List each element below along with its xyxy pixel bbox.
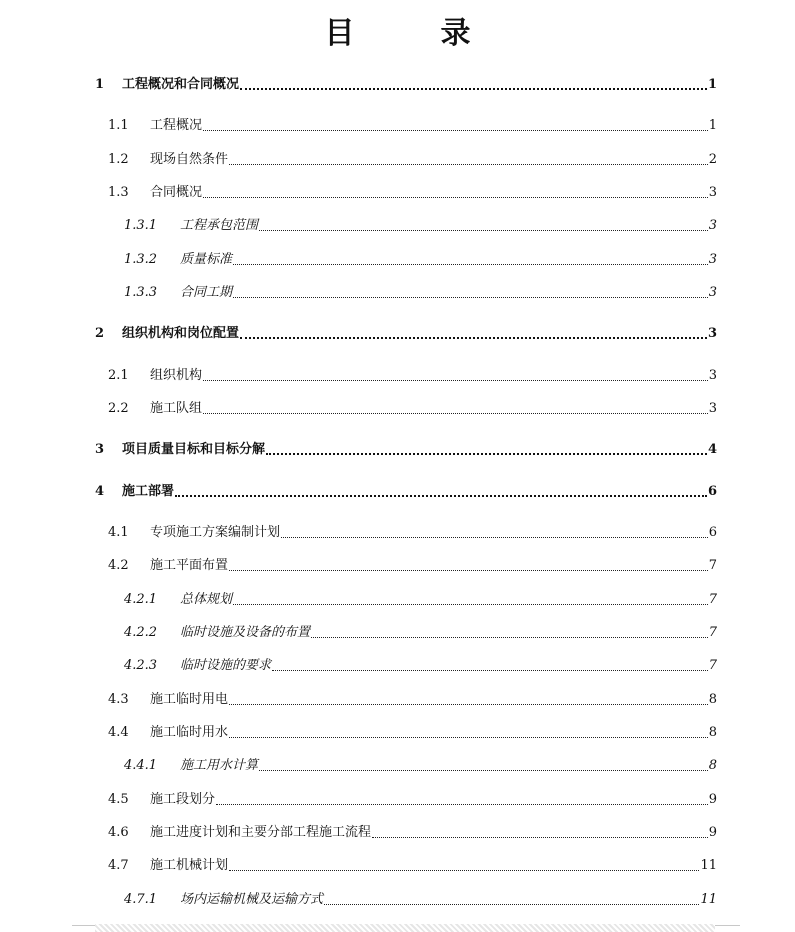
toc-entry-title: 临时设施的要求 — [180, 658, 272, 673]
toc-entry-page-number: 9 — [708, 825, 717, 840]
toc-entry[interactable] — [124, 623, 717, 643]
toc-entry-page-number: 7 — [708, 658, 717, 673]
toc-entry[interactable] — [124, 216, 717, 236]
toc-entry[interactable] — [124, 250, 717, 270]
toc-entry-number: 4.7 — [108, 858, 129, 873]
toc-entry-page-number: 9 — [708, 792, 717, 807]
toc-entry-title: 总体规划 — [180, 592, 233, 607]
toc-entry-page-number: 3 — [708, 368, 717, 383]
toc-entry[interactable] — [108, 523, 717, 543]
toc-dot-leader — [324, 903, 699, 905]
toc-dot-leader — [311, 636, 708, 638]
toc-entry[interactable] — [108, 556, 717, 576]
toc-entry[interactable] — [108, 790, 717, 810]
toc-entry-page-number: 7 — [708, 592, 717, 607]
toc-entry[interactable] — [95, 75, 717, 95]
toc-entry-number: 4.6 — [108, 825, 129, 840]
toc-dot-leader — [372, 836, 708, 838]
toc-entry-title: 组织机构和岗位配置 — [122, 326, 240, 341]
toc-entry-number: 4.3 — [108, 692, 129, 707]
toc-entry-page-number: 6 — [708, 525, 717, 540]
toc-dot-leader — [259, 229, 708, 231]
toc-entry-page-number: 7 — [708, 625, 717, 640]
toc-dot-leader — [229, 869, 699, 871]
toc-entry-title: 合同概况 — [150, 185, 203, 200]
toc-entry-title: 施工用水计算 — [180, 758, 259, 773]
toc-entry-title: 施工机械计划 — [150, 858, 229, 873]
toc-entry-page-number: 1 — [708, 118, 717, 133]
toc-entry-page-number: 1 — [707, 77, 717, 92]
toc-entry-title: 施工队组 — [150, 401, 203, 416]
toc-entry[interactable] — [124, 890, 717, 910]
toc-entry-title: 施工平面布置 — [150, 558, 229, 573]
toc-dot-leader — [266, 452, 707, 455]
toc-dot-leader — [216, 803, 708, 805]
toc-entry-title: 工程承包范围 — [180, 218, 259, 233]
toc-entry-title: 施工段划分 — [150, 792, 216, 807]
toc-entry-number: 4.2.1 — [124, 592, 158, 607]
toc-entry-number: 4.2.3 — [124, 658, 158, 673]
toc-entry[interactable] — [108, 823, 717, 843]
toc-entry-number: 1.3.2 — [124, 252, 158, 267]
toc-entry-page-number: 7 — [708, 558, 717, 573]
toc-entry-page-number: 3 — [708, 185, 717, 200]
toc-dot-leader — [233, 603, 708, 605]
toc-dot-leader — [229, 569, 708, 571]
toc-entry-page-number: 4 — [707, 442, 717, 457]
toc-entry-title: 临时设施及设备的布置 — [180, 625, 311, 640]
toc-entry-title: 施工进度计划和主要分部工程施工流程 — [150, 825, 372, 840]
toc-entry-number: 1.2 — [108, 152, 129, 167]
toc-entry-title: 现场自然条件 — [150, 152, 229, 167]
toc-entry-number: 1.3.1 — [124, 218, 158, 233]
toc-entry-title: 专项施工方案编制计划 — [150, 525, 281, 540]
toc-entry-number: 1.3.3 — [124, 285, 158, 300]
toc-dot-leader — [229, 736, 708, 738]
toc-dot-leader — [229, 163, 708, 165]
toc-entry-title: 施工临时用电 — [150, 692, 229, 707]
toc-entry-number: 4.4 — [108, 725, 129, 740]
toc-dot-leader — [259, 769, 708, 771]
toc-entry[interactable] — [108, 366, 717, 386]
toc-entry-title: 质量标准 — [180, 252, 233, 267]
toc-dot-leader — [229, 703, 708, 705]
toc-dot-leader — [203, 129, 708, 131]
toc-dot-leader — [233, 296, 708, 298]
toc-entry-title: 场内运输机械及运输方式 — [180, 892, 324, 907]
toc-dot-leader — [203, 412, 708, 414]
toc-entry[interactable] — [108, 116, 717, 136]
toc-entry-page-number: 6 — [707, 484, 717, 499]
toc-entry-title: 施工临时用水 — [150, 725, 229, 740]
toc-entry-page-number: 3 — [708, 285, 717, 300]
toc-entry-title: 项目质量目标和目标分解 — [122, 442, 266, 457]
toc-dot-leader — [240, 336, 707, 339]
toc-entry-title: 合同工期 — [180, 285, 233, 300]
toc-entry[interactable] — [108, 150, 717, 170]
toc-dot-leader — [233, 263, 708, 265]
toc-entry-title: 组织机构 — [150, 368, 203, 383]
toc-entry-number: 4.7.1 — [124, 892, 158, 907]
toc-entry[interactable] — [108, 399, 717, 419]
toc-dot-leader — [203, 196, 708, 198]
toc-entry[interactable] — [95, 440, 717, 460]
toc-entry[interactable] — [108, 723, 717, 743]
footer-watermark — [95, 924, 715, 932]
toc-entry-number: 4.2.2 — [124, 625, 158, 640]
toc-entry-page-number: 11 — [700, 858, 717, 873]
toc-entry-number: 4 — [95, 484, 105, 499]
toc-entry-number: 2.1 — [108, 368, 129, 383]
toc-entry-number: 2 — [95, 326, 105, 341]
toc-entry[interactable] — [108, 690, 717, 710]
toc-entry-page-number: 3 — [707, 326, 717, 341]
page-title: 目 录 — [324, 16, 499, 51]
toc-entry[interactable] — [95, 482, 717, 502]
toc-entry[interactable] — [124, 590, 717, 610]
toc-entry-number: 4.4.1 — [124, 758, 158, 773]
toc-entry-page-number: 3 — [708, 401, 717, 416]
toc-entry-number: 4.2 — [108, 558, 129, 573]
toc-entry-page-number: 8 — [708, 758, 717, 773]
toc-entry[interactable] — [95, 324, 717, 344]
toc-entry-title: 施工部署 — [122, 484, 175, 499]
toc-entry-page-number: 8 — [708, 725, 717, 740]
toc-entry-page-number: 11 — [700, 892, 717, 907]
toc-entry-number: 1.3 — [108, 185, 129, 200]
toc-entry-page-number: 8 — [708, 692, 717, 707]
toc-entry-page-number: 2 — [708, 152, 717, 167]
toc-entry-number: 2.2 — [108, 401, 129, 416]
toc-entry-number: 4.5 — [108, 792, 129, 807]
toc-entry[interactable] — [124, 756, 717, 776]
toc-entry-number: 1 — [95, 77, 105, 92]
toc-entry-page-number: 3 — [708, 252, 717, 267]
toc-dot-leader — [203, 379, 708, 381]
toc-entry[interactable] — [108, 856, 717, 876]
toc-dot-leader — [175, 494, 707, 497]
toc-dot-leader — [272, 669, 708, 671]
toc-entry[interactable] — [124, 656, 717, 676]
toc-dot-leader — [281, 536, 708, 538]
toc-entry[interactable] — [124, 283, 717, 303]
toc-entry-page-number: 3 — [708, 218, 717, 233]
toc-entry[interactable] — [108, 183, 717, 203]
toc-entry-number: 3 — [95, 442, 105, 457]
toc-entry-title: 工程概况和合同概况 — [122, 77, 240, 92]
toc-dot-leader — [240, 87, 707, 90]
toc-entry-title: 工程概况 — [150, 118, 203, 133]
toc-entry-number: 1.1 — [108, 118, 129, 133]
toc-entry-number: 4.1 — [108, 525, 129, 540]
